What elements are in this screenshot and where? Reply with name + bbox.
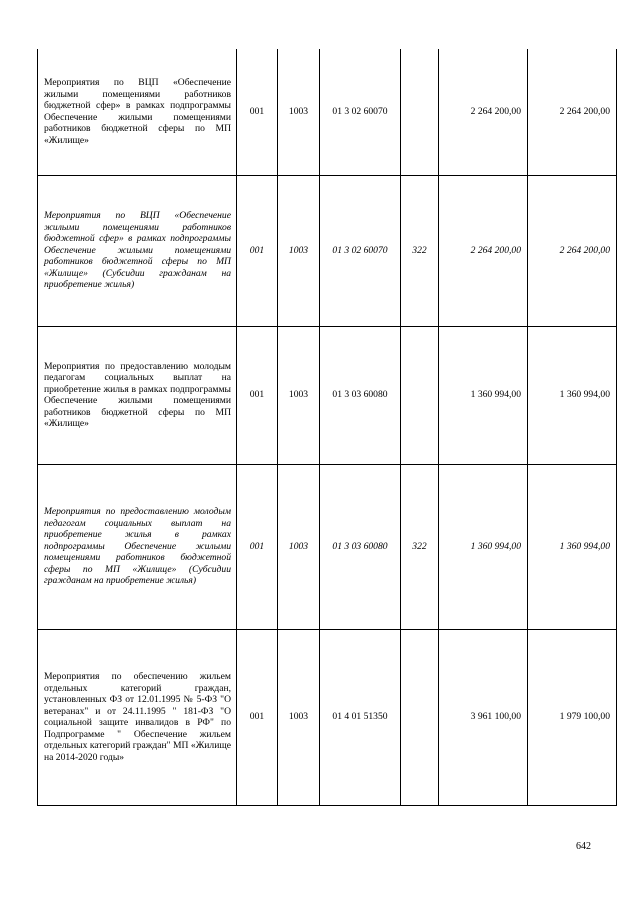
row-code-2: 1003 bbox=[278, 326, 320, 464]
budget-table bbox=[37, 49, 617, 806]
row-description: Мероприятия по предоставлению молодым педагогам социальных выплат на приобретение жилья в рамках подпрограммы Обеспечение жилыми помещениями работников бюджетной сферы по МП «Жилище» bbox=[38, 326, 237, 464]
row-code-3: 01 3 03 60080 bbox=[320, 464, 401, 629]
row-amount-2: 2 264 200,00 bbox=[528, 175, 617, 326]
table-row bbox=[38, 49, 617, 175]
row-code-4 bbox=[401, 629, 439, 805]
row-code-3: 01 3 03 60080 bbox=[320, 326, 401, 464]
row-amount-2: 1 360 994,00 bbox=[528, 464, 617, 629]
row-code-3: 01 3 02 60070 bbox=[320, 175, 401, 326]
row-code-2: 1003 bbox=[278, 464, 320, 629]
row-amount-2: 2 264 200,00 bbox=[528, 49, 617, 175]
row-code-1: 001 bbox=[237, 464, 278, 629]
row-code-2: 1003 bbox=[278, 175, 320, 326]
row-description: Мероприятия по обеспечению жильем отдельных категорий граждан, установленных ФЗ от 12.01.1995 № 5-ФЗ "О ветеранах" и от 24.11.1995 " 181-ФЗ "О социальной защите инвалидов в РФ" по Подпрограмме " Обеспечение жильем отдельных категорий граждан" МП «Жилище на 2014-2020 годы» bbox=[38, 629, 237, 805]
row-amount-1: 2 264 200,00 bbox=[439, 175, 528, 326]
row-description: Мероприятия по ВЦП «Обеспечение жилыми помещениями работников бюджетной сфер» в рамках подпрограммы Обеспечение жилыми помещениями работников бюджетной сферы по МП «Жилище» (Субсидии гражданам на приобретение жилья) bbox=[38, 175, 237, 326]
row-code-1: 001 bbox=[237, 629, 278, 805]
row-code-4 bbox=[401, 49, 439, 175]
table-row bbox=[38, 175, 617, 326]
row-code-4 bbox=[401, 326, 439, 464]
row-amount-2: 1 360 994,00 bbox=[528, 326, 617, 464]
row-amount-1: 2 264 200,00 bbox=[439, 49, 528, 175]
row-amount-1: 1 360 994,00 bbox=[439, 464, 528, 629]
row-code-2: 1003 bbox=[278, 49, 320, 175]
row-description: Мероприятия по предоставлению молодым педагогам социальных выплат на приобретение жилья в рамках подпрограммы Обеспечение жилыми помещениями работников бюджетной сферы по МП «Жилище» (Субсидии гражданам на приобретение жилья) bbox=[38, 464, 237, 629]
row-code-2: 1003 bbox=[278, 629, 320, 805]
row-amount-1: 3 961 100,00 bbox=[439, 629, 528, 805]
table-row bbox=[38, 326, 617, 464]
row-code-1: 001 bbox=[237, 326, 278, 464]
row-code-1: 001 bbox=[237, 49, 278, 175]
row-code-3: 01 3 02 60070 bbox=[320, 49, 401, 175]
row-code-4: 322 bbox=[401, 175, 439, 326]
row-amount-2: 1 979 100,00 bbox=[528, 629, 617, 805]
row-description: Мероприятия по ВЦП «Обеспечение жилыми помещениями работников бюджетной сфер» в рамках подпрограммы Обеспечение жилыми помещениями работников бюджетной сферы по МП «Жилище» bbox=[38, 49, 237, 175]
row-code-1: 001 bbox=[237, 175, 278, 326]
page-number: 642 bbox=[576, 841, 591, 852]
table-row bbox=[38, 629, 617, 805]
row-amount-1: 1 360 994,00 bbox=[439, 326, 528, 464]
table-row bbox=[38, 464, 617, 629]
row-code-3: 01 4 01 51350 bbox=[320, 629, 401, 805]
row-code-4: 322 bbox=[401, 464, 439, 629]
